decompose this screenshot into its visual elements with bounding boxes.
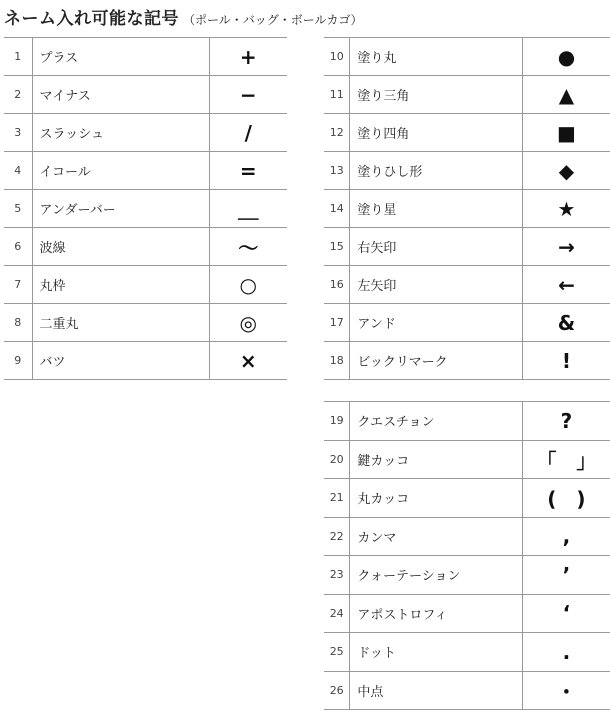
row-number: 26 [324,671,350,710]
row-number: 24 [324,594,350,633]
table-row [324,556,610,595]
row-number: 1 [4,38,32,76]
symbol-table-2 [324,37,610,380]
row-number: 19 [324,402,350,441]
table-row [324,440,610,479]
table-row [4,76,287,114]
symbol-glyph: ＿ [209,190,287,228]
symbol-name: アポストロフィ [350,594,522,633]
table-row [324,152,610,190]
row-number: 21 [324,479,350,518]
symbol-glyph: ’ [522,556,610,595]
table-row [324,228,610,266]
row-number: 2 [4,76,32,114]
table-row [4,38,287,76]
row-number: 3 [4,114,32,152]
symbol-name: 塗り四角 [350,114,523,152]
symbol-glyph: 「 」 [522,440,610,479]
symbol-name: 波線 [32,228,209,266]
title-main: ネーム入れ可能な記号 [4,9,179,29]
table-row [4,266,287,304]
row-number: 10 [324,38,350,76]
table-row [324,517,610,556]
symbol-table-1 [4,37,287,380]
symbol-name: プラス [32,38,209,76]
symbol-glyph: ▲ [522,76,610,114]
symbol-name: アンド [350,304,523,342]
symbol-glyph: ! [522,342,610,380]
symbol-name: バツ [32,342,209,380]
symbol-glyph: . [522,633,610,672]
row-number: 17 [324,304,350,342]
symbol-glyph: = [209,152,287,190]
row-number: 15 [324,228,350,266]
symbol-glyph: ← [522,266,610,304]
table-row [324,114,610,152]
table-row [4,114,287,152]
symbol-name: ビックリマーク [350,342,523,380]
table-row [324,402,610,441]
symbol-name: スラッシュ [32,114,209,152]
symbol-glyph: ■ [522,114,610,152]
table-row [324,38,610,76]
table-row [4,152,287,190]
page-title [4,4,363,29]
symbol-glyph: → [522,228,610,266]
symbol-glyph: + [209,38,287,76]
table-row [4,228,287,266]
symbol-table-3 [324,401,610,710]
table-row [324,76,610,114]
table-row [324,633,610,672]
symbol-name: イコール [32,152,209,190]
row-number: 13 [324,152,350,190]
symbol-glyph: ‘ [522,594,610,633]
row-number: 6 [4,228,32,266]
symbol-name: マイナス [32,76,209,114]
symbol-name: ドット [350,633,522,672]
row-number: 12 [324,114,350,152]
row-number: 22 [324,517,350,556]
symbol-glyph: ・ [522,671,610,710]
symbol-name: 塗り丸 [350,38,523,76]
symbol-name: 塗りひし形 [350,152,523,190]
row-number: 20 [324,440,350,479]
symbol-name: 二重丸 [32,304,209,342]
symbol-glyph: − [209,76,287,114]
table-row [324,479,610,518]
row-number: 25 [324,633,350,672]
symbol-glyph: ★ [522,190,610,228]
symbol-name: 鍵カッコ [350,440,522,479]
symbol-name: 塗り三角 [350,76,523,114]
symbol-glyph: × [209,342,287,380]
symbol-name: アンダーバー [32,190,209,228]
symbol-glyph: ? [522,402,610,441]
table-row [324,266,610,304]
row-number: 11 [324,76,350,114]
row-number: 14 [324,190,350,228]
symbol-name: 右矢印 [350,228,523,266]
symbol-glyph: ○ [209,266,287,304]
row-number: 18 [324,342,350,380]
symbol-name: 丸枠 [32,266,209,304]
table-row [4,190,287,228]
symbol-glyph: ● [522,38,610,76]
symbol-name: 丸カッコ [350,479,522,518]
symbol-glyph: ( ) [522,479,610,518]
title-subtitle: （ポール・バッグ・ボールカゴ） [183,13,363,27]
symbol-name: 中点 [350,671,522,710]
symbol-name: カンマ [350,517,522,556]
symbol-glyph: ◎ [209,304,287,342]
row-number: 7 [4,266,32,304]
symbol-glyph: ～ [209,228,287,266]
table-row [324,594,610,633]
row-number: 9 [4,342,32,380]
table-row [4,342,287,380]
symbol-name: クォーテーション [350,556,522,595]
row-number: 4 [4,152,32,190]
row-number: 8 [4,304,32,342]
symbol-glyph: ◆ [522,152,610,190]
table-row [324,342,610,380]
symbol-name: 左矢印 [350,266,523,304]
symbol-glyph: , [522,517,610,556]
symbol-name: クエスチョン [350,402,522,441]
table-row [4,304,287,342]
row-number: 16 [324,266,350,304]
symbol-name: 塗り星 [350,190,523,228]
table-row [324,190,610,228]
row-number: 23 [324,556,350,595]
row-number: 5 [4,190,32,228]
symbol-glyph: / [209,114,287,152]
table-row [324,304,610,342]
table-row [324,671,610,710]
symbol-glyph: & [522,304,610,342]
